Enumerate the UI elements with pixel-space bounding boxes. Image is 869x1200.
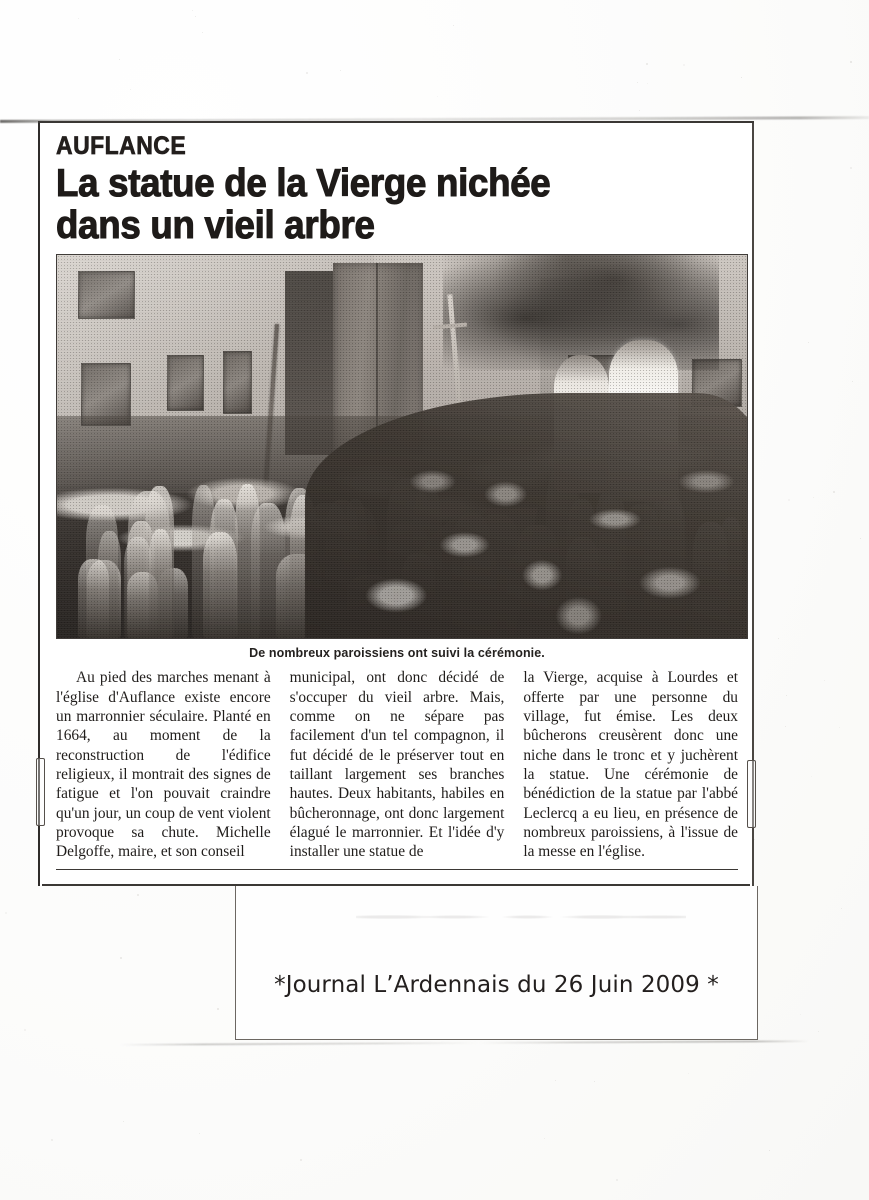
article-body bbox=[56, 668, 738, 861]
headline-line-2: dans un vieil arbre bbox=[56, 203, 375, 247]
staple-mark-left-icon bbox=[36, 758, 45, 826]
staple-mark-right-icon bbox=[747, 760, 756, 828]
article-column-3 bbox=[523, 668, 738, 861]
newspaper-clipping bbox=[38, 122, 754, 886]
article-column-1 bbox=[56, 668, 271, 861]
column-2-text: municipal, ont donc décidé de s'occuper du vieil arbre. Mais, comme on ne sépare pas facilement d'un tel compagnon, il fut décidé de le préserver tout en taillant largement ses branches hautes. Deux habitants, habiles en bûcheronnage, ont donc largement élagué le marronnier. Et l'idée d'y installer une statue de bbox=[289, 669, 505, 861]
article-photo bbox=[56, 254, 748, 639]
article-kicker: AUFLANCE bbox=[56, 132, 187, 160]
headline-line-1: La statue de la Vierge nichée bbox=[56, 162, 551, 205]
article-headline bbox=[56, 163, 699, 246]
photo-fade-overlay bbox=[57, 255, 747, 638]
photo-caption: De nombreux paroissiens ont suivi la cérémonie. bbox=[249, 646, 545, 661]
column-1-text: Au pied des marches menant à l'église d'Auflance existe encore un marronnier séculaire. Planté en 1664, au moment de la reconstruction de l'édifice religieux, il montrait des signes de fatigue et l'on pouvait craindre qu'un jour, un coup de vent violent provoque sa chute. Michelle Delgoffe, maire, et son conseil bbox=[56, 669, 271, 861]
article-column-2 bbox=[290, 668, 505, 861]
photo-canvas bbox=[57, 255, 747, 638]
article-bottom-rule bbox=[56, 869, 738, 871]
attribution-box bbox=[235, 886, 758, 1040]
column-3-text: la Vierge, acquise à Lourdes et offerte par une personne du village, fut émise. Les deux bûcherons creusèrent donc une niche dans le tronc et y juchèrent la statue. Une cérémonie de bénédiction de la statue par l'abbé Leclercq a eu lieu, en présence de nombreux paroissiens, à l'issue de la messe en l'église. bbox=[523, 669, 739, 861]
source-attribution: *Journal L’Ardennais du 26 Juin 2009 * bbox=[274, 972, 719, 998]
scan-ghost-artifact bbox=[356, 904, 686, 930]
clipping-top-rule bbox=[38, 121, 754, 123]
